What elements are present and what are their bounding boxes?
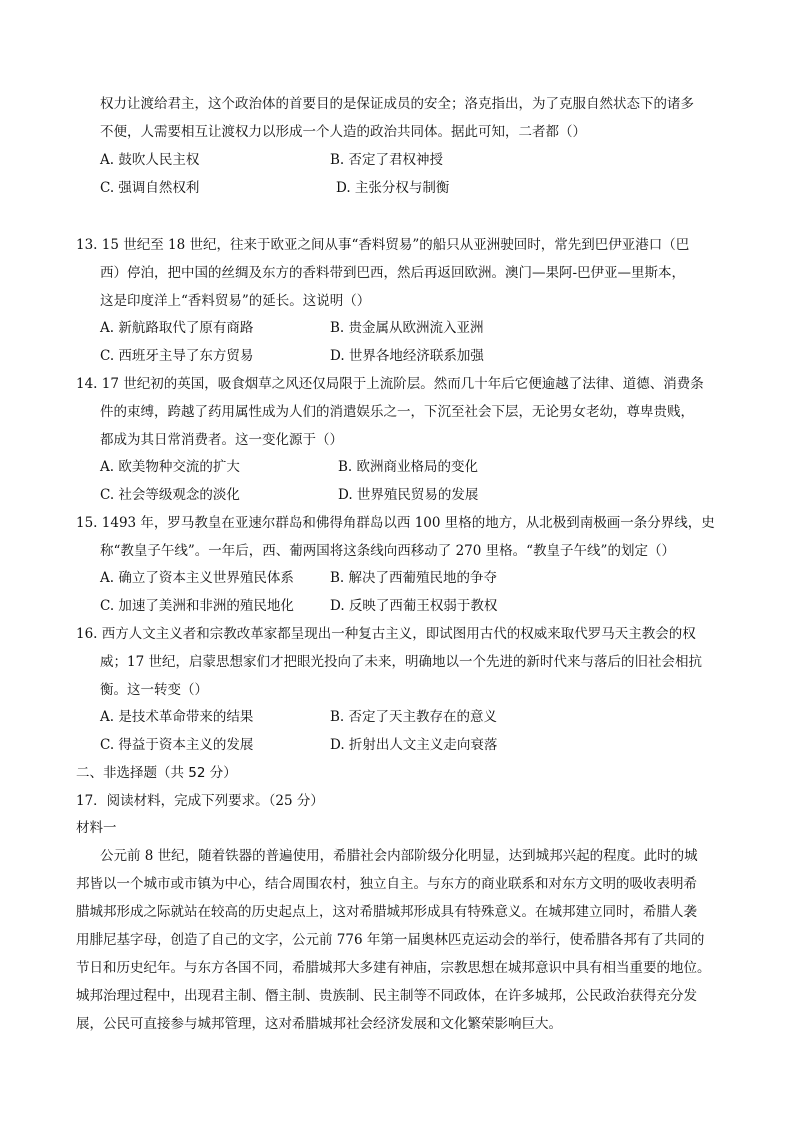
q16-line-3: 衡。这一转变（） xyxy=(100,682,208,698)
q13-option-a[interactable]: A. 新航路取代了原有商路 xyxy=(100,320,254,336)
q14-option-d[interactable]: D. 世界殖民贸易的发展 xyxy=(338,487,479,503)
q12-option-a[interactable]: A. 鼓吹人民主权 xyxy=(100,152,200,168)
q17-paragraph-line-5: 节日和历史纪年。与东方各国不同，希腊城邦大多建有神庙，宗教思想在城邦意识中具有相当重要的地位。 xyxy=(76,960,711,976)
q12-line-2: 不便，人需要相互让渡权力以形成一个人造的政治共同体。据此可知，二者都（） xyxy=(100,124,586,140)
q17-header: 17．阅读材料，完成下列要求。（25 分） xyxy=(76,793,324,809)
q14-option-a[interactable]: A. 欧美物种交流的扩大 xyxy=(100,459,240,475)
q14-option-b[interactable]: B. 欧洲商业格局的变化 xyxy=(338,459,479,475)
q16-option-c[interactable]: C. 得益于资本主义的发展 xyxy=(100,737,254,753)
q17-paragraph-line-4: 用腓尼基字母，创造了自己的文字，公元前 776 年第一届奥林匹克运动会的举行，使希腊各邦有了共同的 xyxy=(76,932,705,948)
q15-line-2: 称“教皇子午线”。一年后，西、葡两国将这条线向西移动了 270 里格。“教皇子午线”的划定（） xyxy=(100,543,675,559)
q12-option-c[interactable]: C. 强调自然权利 xyxy=(100,180,200,196)
q13-line-3: 这是印度洋上“香料贸易”的延长。这说明（） xyxy=(100,293,371,309)
q16-option-a[interactable]: A. 是技术革命带来的结果 xyxy=(100,709,254,725)
q15-option-a[interactable]: A. 确立了资本主义世界殖民体系 xyxy=(100,570,294,586)
q14-option-c[interactable]: C. 社会等级观念的淡化 xyxy=(100,487,240,503)
q14-line-3: 都成为其日常消费者。这一变化源于（） xyxy=(100,432,343,448)
q17-paragraph-line-6: 城邦治理过程中，出现君主制、僭主制、贵族制、民主制等不同政体，在许多城邦，公民政治获得充分发 xyxy=(76,988,697,1004)
q17-paragraph-line-7: 展，公民可直接参与城邦管理，这对希腊城邦社会经济发展和文化繁荣影响巨大。 xyxy=(76,1016,562,1032)
q15-option-d[interactable]: D. 反映了西葡王权弱于教权 xyxy=(330,598,498,614)
q12-line-1: 权力让渡给君主，这个政治体的首要目的是保证成员的安全；洛克指出，为了克服自然状态下的诸多 xyxy=(100,96,694,112)
q16-line-1: 16. 西方人文主义者和宗教改革家都呈现出一种复古主义，即试图用古代的权威来取代罗马天主教会的权 xyxy=(76,626,696,642)
q15-option-c[interactable]: C. 加速了美洲和非洲的殖民地化 xyxy=(100,598,294,614)
q16-option-d[interactable]: D. 折射出人文主义走向衰落 xyxy=(330,737,498,753)
section-heading: 二、非选择题（共 52 分） xyxy=(76,765,237,781)
q13-line-1: 13. 15 世纪至 18 世纪，往来于欧亚之间从事“香料贸易”的船只从亚洲驶回时，常先到巴伊亚港口（巴 xyxy=(76,237,690,253)
q15-option-b[interactable]: B. 解决了西葡殖民地的争夺 xyxy=(330,570,498,586)
q17-paragraph-line-3: 腊城邦形成之际就站在较高的历史起点上，这对希腊城邦形成具有特殊意义。在城邦建立同时，希腊人袭 xyxy=(76,904,697,920)
q17-paragraph-line-1: 公元前 8 世纪，随着铁器的普遍使用，希腊社会内部阶级分化明显，达到城邦兴起的程度。此时的城 xyxy=(100,848,698,864)
q16-option-b[interactable]: B. 否定了天主教存在的意义 xyxy=(330,709,498,725)
q15-line-1: 15. 1493 年，罗马教皇在亚速尔群岛和佛得角群岛以西 100 里格的地方，从北极到南极画一条分界线，史 xyxy=(76,515,715,531)
q16-line-2: 威；17 世纪，启蒙思想家们才把眼光投向了未来，明确地以一个先进的新时代来与落后的旧社会相抗 xyxy=(100,654,702,670)
q13-option-c[interactable]: C. 西班牙主导了东方贸易 xyxy=(100,348,254,364)
q12-option-b[interactable]: B. 否定了君权神授 xyxy=(330,152,444,168)
q12-option-d[interactable]: D. 主张分权与制衡 xyxy=(336,180,450,196)
q14-line-2: 件的束缚，跨越了药用属性成为人们的消遣娱乐之一，下沉至社会下层，无论男女老幼，尊卑贵贱， xyxy=(100,404,694,420)
q17-material-label: 材料一 xyxy=(76,820,117,836)
q13-line-2: 西）停泊，把中国的丝绸及东方的香料带到巴西，然后再返回欧洲。澳门—果阿-巴伊亚—里斯本， xyxy=(100,265,686,281)
q14-line-1: 14. 17 世纪初的英国，吸食烟草之风还仅局限于上流阶层。然而几十年后它便逾越了法律、道德、消费条 xyxy=(76,376,704,392)
q13-option-b[interactable]: B. 贵金属从欧洲流入亚洲 xyxy=(330,320,484,336)
q13-option-d[interactable]: D. 世界各地经济联系加强 xyxy=(330,348,484,364)
q17-paragraph-line-2: 邦皆以一个城市或市镇为中心，结合周围农村，独立自主。与东方的商业联系和对东方文明的吸收表明希 xyxy=(76,876,697,892)
